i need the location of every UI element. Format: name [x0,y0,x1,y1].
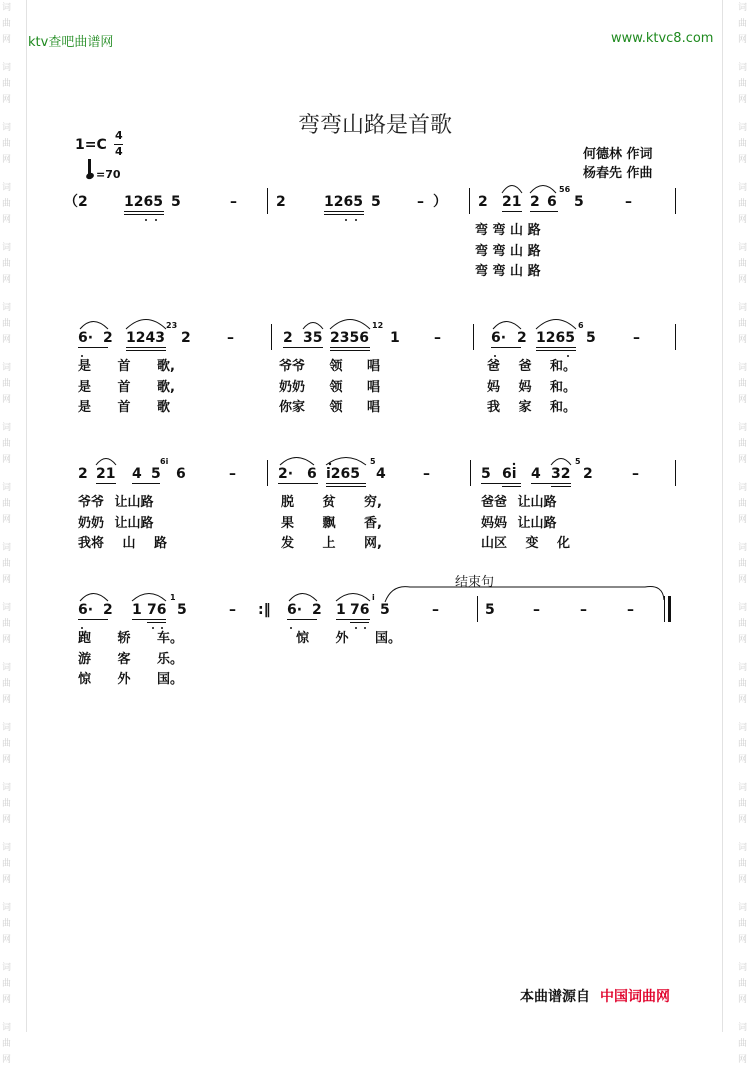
watermark-glyph: 词 [2,303,12,313]
watermark-glyph: 曲 [2,19,12,29]
note: 6 [176,466,186,482]
footer-site-link[interactable]: 中国词曲网 [600,989,670,1005]
watermark-glyph: 网 [2,335,12,345]
lyric-line: 你家 领 唱 [279,400,381,415]
watermark-glyph: 曲 [738,319,748,329]
note-group: 1265 [124,194,163,210]
watermark-glyph: 网 [738,575,748,585]
watermark-glyph: 曲 [2,79,12,89]
slur [330,320,370,330]
watermark-glyph: 词 [738,243,748,253]
composer-credit: 杨春先 作曲 [583,166,653,181]
watermark-glyph: 词 [2,423,12,433]
note: 2 [478,194,488,210]
lyric-line: 爷爷 领 唱 [279,359,381,374]
watermark-glyph: 网 [738,995,748,1005]
lyric-line: 弯 弯 山 路 [475,244,541,259]
watermark-glyph: 曲 [2,739,12,749]
watermark-glyph: 网 [2,515,12,525]
lyric-line: 山区 变 化 [481,536,571,551]
grace-notes: i [372,593,375,602]
lyric-line: 爸爸 让山路 [481,495,557,510]
watermark-glyph: 网 [738,755,748,765]
grace-notes: 6 [578,321,584,330]
note: 6· [78,330,94,346]
note: 2 [78,194,88,210]
note: 5 [586,330,596,346]
watermark-glyph: 网 [2,215,12,225]
grace-notes: 23 [166,321,178,330]
dash: – [580,602,587,618]
watermark-glyph: 曲 [2,859,12,869]
watermark-glyph: 词 [738,843,748,853]
watermark-glyph: 词 [738,963,748,973]
slur [80,594,108,602]
watermark-glyph: 词 [738,3,748,13]
note: 2 [517,330,527,346]
note: 5 [151,466,161,482]
note: 2 [276,194,286,210]
watermark-glyph: 网 [2,275,12,285]
watermark-glyph: 曲 [2,139,12,149]
note: 2 [181,330,191,346]
note: （ [64,194,78,210]
watermark-glyph: 网 [738,515,748,525]
watermark-glyph: 曲 [738,979,748,989]
note-group: 76 [350,602,370,618]
watermark-glyph: 网 [2,455,12,465]
note: 6· [491,330,507,346]
watermark-glyph: 网 [738,815,748,825]
watermark-glyph: 词 [738,63,748,73]
lyric-line: 游 客 乐。 [78,652,184,667]
note: 2 [78,466,88,482]
dash: – [432,602,439,618]
slur [126,320,166,330]
watermark-glyph: 词 [738,483,748,493]
watermark-glyph: 网 [738,335,748,345]
note-group: 1265 [324,194,363,210]
watermark-glyph: 曲 [2,799,12,809]
note-group: 35 [303,330,323,346]
grace-notes: 56 [559,185,571,194]
slur [336,594,370,602]
dash: – [632,466,639,482]
note-group: 76 [147,602,167,618]
dash: – [533,602,540,618]
watermark-glyph: 曲 [2,319,12,329]
watermark-glyph: 词 [738,423,748,433]
dash: – [627,602,634,618]
watermark-glyph: 词 [2,123,12,133]
slur [493,322,521,330]
watermark-glyph: 网 [738,95,748,105]
watermark-glyph: 词 [738,183,748,193]
lyric-line: 惊 外 国。 [78,672,184,687]
watermark-glyph: 网 [738,875,748,885]
note-group: 21 [502,194,522,210]
note: 2 [103,602,113,618]
watermark-glyph: 词 [2,543,12,553]
slur [536,320,576,330]
watermark-glyph: 网 [2,635,12,645]
lyricist-credit: 何德林 作词 [583,147,653,162]
note-group: 2356 [330,330,369,346]
lyric-line: 是 首 歌, [78,359,175,374]
watermark-glyph: 词 [738,303,748,313]
grace-notes: 1 [170,593,176,602]
high-dot [513,463,515,465]
note: 1 [390,330,400,346]
repeat-sign: :‖ [258,602,271,618]
lyric-line: 是 首 歌, [78,380,175,395]
lyric-line: 妈妈 让山路 [481,516,557,531]
watermark-glyph: 网 [2,395,12,405]
lyric-line: 我 家 和。 [487,400,577,415]
note-group: 6i [502,466,517,482]
note: 4 [376,466,386,482]
slur [280,458,314,466]
grace-notes: 12 [372,321,384,330]
lyric-line: 奶奶 让山路 [78,516,154,531]
slur [132,594,166,602]
dash: – [633,330,640,346]
watermark-glyph: 曲 [738,799,748,809]
note: 5 [481,466,491,482]
watermark-glyph: 曲 [738,619,748,629]
lyric-line: 弯 弯 山 路 [475,223,541,238]
slur [530,186,556,194]
watermark-glyph: 词 [738,543,748,553]
note: 1 [132,602,142,618]
note: 5 [371,194,381,210]
note-group: i265 [326,466,361,482]
dash: – [230,194,237,210]
dash: – [423,466,430,482]
note: 6 [307,466,317,482]
note: 6· [78,602,94,618]
note: 2 [283,330,293,346]
watermark-glyph: 曲 [2,1039,12,1049]
lyric-line: 果 飘 香, [281,516,382,531]
watermark-glyph: 词 [738,663,748,673]
watermark-glyph: 网 [738,935,748,945]
watermark-glyph: 网 [2,95,12,105]
note: 6· [287,602,303,618]
watermark-glyph: 网 [2,35,12,45]
watermark-glyph: 网 [2,575,12,585]
watermark-glyph: 网 [2,1055,12,1065]
footer-source-text: 本曲谱源自 [520,989,590,1005]
watermark-glyph: 网 [738,395,748,405]
time-signature-bottom: 4 [115,145,123,158]
watermark-glyph: 曲 [738,379,748,389]
watermark-glyph: 曲 [2,199,12,209]
watermark-glyph: 词 [2,843,12,853]
watermark-glyph: 曲 [738,919,748,929]
slur [289,594,317,602]
watermark-glyph: 词 [738,723,748,733]
watermark-glyph: 曲 [738,739,748,749]
watermark-glyph: 曲 [738,199,748,209]
slur [80,322,108,330]
watermark-glyph: 曲 [738,259,748,269]
watermark-glyph: 网 [2,875,12,885]
tempo-marking: =70 [96,168,121,181]
watermark-glyph: 曲 [738,1039,748,1049]
watermark-glyph: 词 [2,603,12,613]
watermark-glyph: 曲 [738,859,748,869]
watermark-glyph: 网 [738,215,748,225]
note: 2 [103,330,113,346]
dash: – [229,466,236,482]
note-group: 1243 [126,330,165,346]
note-group: 32 [551,466,571,482]
watermark-glyph: 曲 [2,439,12,449]
watermark-glyph: 曲 [738,19,748,29]
watermark-glyph: 曲 [738,499,748,509]
high-dot [329,463,331,465]
watermark-glyph: 曲 [2,379,12,389]
watermark-glyph: 网 [738,695,748,705]
ending-bracket [385,587,664,602]
lyric-line: 爷爷 让山路 [78,495,154,510]
slur [551,459,571,466]
note: 5 [485,602,495,618]
watermark-glyph: 曲 [2,619,12,629]
watermark-glyph: 网 [2,155,12,165]
footer-source [520,986,670,1006]
grace-notes: 5 [575,457,581,466]
watermark-glyph: 曲 [738,679,748,689]
slur [96,459,116,466]
note: 5 [380,602,390,618]
watermark-glyph: 词 [2,963,12,973]
lyric-line: 弯 弯 山 路 [475,264,541,279]
watermark-glyph: 词 [2,483,12,493]
note: 2 [530,194,540,210]
watermark-glyph: 曲 [2,979,12,989]
header-site-left: ktv查吧曲谱网 [28,35,114,50]
watermark-glyph: 词 [738,783,748,793]
watermark-glyph: 网 [2,815,12,825]
grace-notes: 6i [160,457,169,466]
dash: – [417,194,424,210]
grace-notes: 5 [370,457,376,466]
watermark-glyph: 词 [2,3,12,13]
watermark-glyph: 曲 [738,439,748,449]
watermark-glyph: 网 [2,935,12,945]
lyric-line: 奶奶 领 唱 [279,380,381,395]
lyric-line: 爸 爸 和。 [487,359,577,374]
watermark-glyph: 词 [2,903,12,913]
watermark-glyph: 网 [2,995,12,1005]
note: 5 [171,194,181,210]
watermark-glyph: 词 [738,603,748,613]
watermark-glyph: 词 [2,63,12,73]
watermark-glyph: 词 [2,663,12,673]
note: 5 [177,602,187,618]
lyric-line: 我将 山 路 [78,536,168,551]
watermark-glyph: 词 [2,243,12,253]
ending-label: 结束句 [455,575,495,590]
watermark-glyph: 词 [2,183,12,193]
note: 6 [547,194,557,210]
time-signature-top: 4 [115,129,123,142]
note-group: 21 [96,466,116,482]
note: 4 [531,466,541,482]
note: 1 [336,602,346,618]
lyric-line: 发 上 网, [281,536,382,551]
slur [303,323,323,330]
dash: – [227,330,234,346]
slur [502,186,522,194]
note: 5 [574,194,584,210]
watermark-glyph: 词 [738,363,748,373]
watermark-glyph: 词 [2,723,12,733]
watermark-glyph: 网 [2,695,12,705]
watermark-glyph: 网 [738,35,748,45]
watermark-glyph: 曲 [738,139,748,149]
lyric-line: 跑 轿 车。 [78,631,184,646]
lyric-line: 脱 贫 穷, [281,495,382,510]
note: 2 [312,602,322,618]
note: 2 [583,466,593,482]
watermark-glyph: 词 [738,123,748,133]
watermark-glyph: 曲 [2,919,12,929]
watermark-glyph: 网 [2,755,12,765]
lyric-line: 是 首 歌 [78,400,171,415]
watermark-glyph: 词 [738,903,748,913]
slur [326,458,366,466]
watermark-glyph: 词 [738,1023,748,1033]
watermark-glyph: 词 [2,1023,12,1033]
watermark-glyph: 词 [2,783,12,793]
watermark-glyph: 曲 [2,679,12,689]
lyric-line: 妈 妈 和。 [487,380,577,395]
paren: ） [433,194,447,210]
note: 4 [132,466,142,482]
watermark-glyph: 曲 [2,259,12,269]
watermark-glyph: 曲 [738,79,748,89]
watermark-glyph: 网 [738,275,748,285]
watermark-glyph: 曲 [2,499,12,509]
watermark-glyph: 网 [738,155,748,165]
dash: – [434,330,441,346]
watermark-glyph: 网 [738,1055,748,1065]
watermark-glyph: 网 [738,635,748,645]
header-site-right: www.ktvc8.com [611,31,714,46]
dash: – [229,602,236,618]
song-title: 弯弯山路是首歌 [297,113,452,138]
note: 2· [278,466,294,482]
lyric-line: 惊 外 国。 [296,631,402,646]
key-signature: 1=C [75,137,107,153]
note-group: 1265 [536,330,575,346]
watermark-glyph: 网 [738,455,748,465]
dash: – [625,194,632,210]
watermark-glyph: 词 [2,363,12,373]
watermark-glyph: 曲 [738,559,748,569]
watermark-glyph: 曲 [2,559,12,569]
